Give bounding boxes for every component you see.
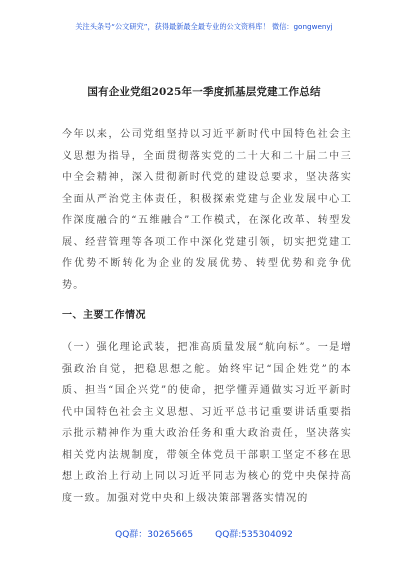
intro-paragraph: 今年以来，公司党组坚持以习近平新时代中国特色社会主义思想为指导，全面贯彻落实党的二十大和二十届二中三中全会精神，深入贯彻新时代党的建设总要求，坚决落实全面从严治党主体责任，积极探索党建与企业发展中心工作深度融合的“五维融合”工作模式，在深化改革、转型发展、经营管理等各项工作中深化党建引领，切实把党建工作优势不断转化为企业的发展优势、转型优势和竞争优势。 (62, 129, 352, 291)
footer-qq-group-right: QQ群:535304092 (215, 530, 293, 540)
document-title: 国有企业党组2025年一季度抓基层党建工作总结 (87, 86, 321, 98)
footer-contact (0, 527, 408, 540)
footer-qq-group-left: QQ群：30265665 (115, 530, 194, 540)
watermark-banner: 关注头条号“公文研究”，获得最新最全最专业的公文资料库！ 微信：gongwenyj (75, 22, 333, 31)
body-paragraph: （一）强化理论武装，把准高质量发展“航向标”。一是增强政治自觉，把稳思想之舵。始终牢记“国企姓党”的本质、担当“国企兴党”的使命，把学懂弄通做实习近平新时代中国特色社会主义思想、习近平总书记重要讲话重要指示批示精神作为重大政治任务和重大政治责任，坚决落实相关党内法规制度，带领全体党员干部职工坚定不移在思想上政治上行动上同以习近平同志为核心的党中央保持高度一致。加强对党中央和上级决策部署落实情况的 (62, 342, 352, 504)
section-heading: 一、主要工作情况 (62, 310, 146, 321)
